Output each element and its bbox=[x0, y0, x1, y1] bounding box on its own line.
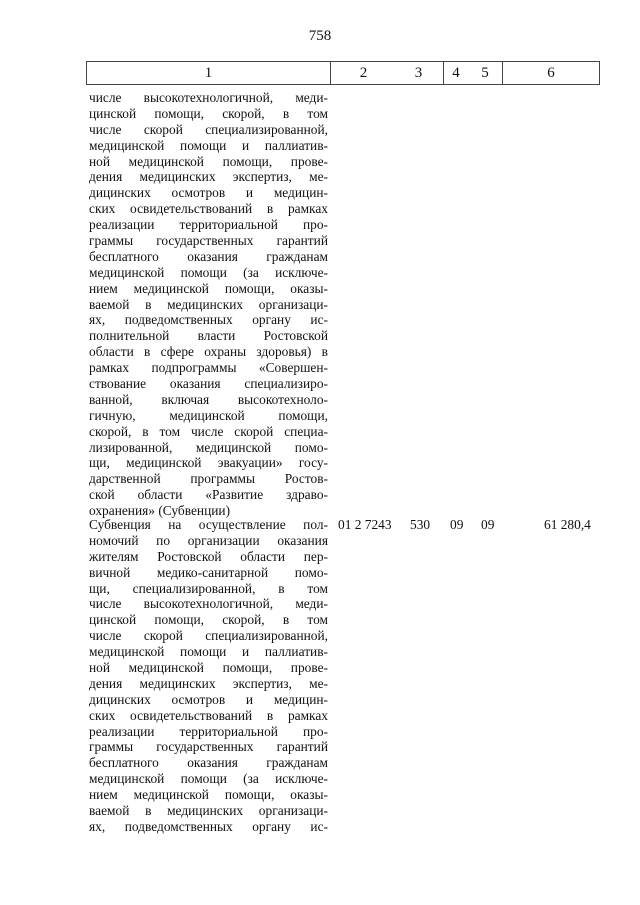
text-line: ваемой в медицинских организаци- bbox=[89, 296, 328, 312]
header-col-6: 6 bbox=[547, 65, 555, 81]
text-line: граммы государственных гарантий bbox=[89, 233, 328, 249]
text-line: номочий по организации оказания bbox=[89, 532, 328, 548]
text-line: ной медицинской помощи, прове- bbox=[89, 153, 328, 169]
text-line: ствование оказания специализиро- bbox=[89, 376, 328, 392]
text-line: ной медицинской помощи, прове- bbox=[89, 660, 328, 676]
text-line: цинской помощи, скорой, в том bbox=[89, 612, 328, 628]
text-line: полнительной власти Ростовской bbox=[89, 328, 328, 344]
page-number: 758 bbox=[308, 28, 332, 44]
text-line: нием медицинской помощи, оказы- bbox=[89, 787, 328, 803]
text-line: бесплатного оказания гражданам bbox=[89, 248, 328, 264]
text-line: области в сфере охраны здоровья) в bbox=[89, 344, 328, 360]
text-line: дицинских осмотров и медицин- bbox=[89, 691, 328, 707]
text-line: ях, подведомственных органу ис- bbox=[89, 312, 328, 328]
text-line: нием медицинской помощи, оказы- bbox=[89, 280, 328, 296]
header-col-3: 3 bbox=[414, 65, 423, 81]
text-line: граммы государственных гарантий bbox=[89, 739, 328, 755]
text-line: числе высокотехнологичной, меди- bbox=[89, 90, 328, 105]
row-code: 01 2 7243 bbox=[338, 517, 392, 532]
text-line: дицинских осмотров и медицин- bbox=[89, 185, 328, 201]
text-line: лизированной, медицинской помо- bbox=[89, 439, 328, 455]
text-line: жителям Ростовской области пер- bbox=[89, 548, 328, 564]
text-line: ваемой в медицинских организаци- bbox=[89, 803, 328, 819]
row-type: 530 bbox=[410, 517, 431, 532]
text-line: ских освидетельствований в рамках bbox=[89, 707, 328, 723]
text-line: ской области «Развитие здраво- bbox=[89, 487, 328, 503]
row-amount: 61 280,4 bbox=[544, 517, 591, 532]
text-line: скорой, в том числе скорой специа- bbox=[89, 423, 328, 439]
row-subsection: 09 bbox=[481, 517, 495, 532]
text-line: медицинской помощи и паллиатив- bbox=[89, 644, 328, 660]
text-line: ских освидетельствований в рамках bbox=[89, 201, 328, 217]
continuation-text bbox=[89, 90, 328, 519]
text-line: числе скорой специализированной, bbox=[89, 628, 328, 644]
text-line: щи, специализированной, в том bbox=[89, 580, 328, 596]
text-line: гичную, медицинской помощи, bbox=[89, 407, 328, 423]
text-line: охранения» (Субвенции) bbox=[89, 503, 231, 519]
text-line: медицинской помощи (за исключе- bbox=[89, 771, 328, 787]
header-col-2: 2 bbox=[359, 65, 368, 81]
text-line: числе скорой специализированной, bbox=[89, 121, 328, 137]
header-col-5: 5 bbox=[481, 65, 489, 81]
table-header-row bbox=[86, 61, 600, 85]
row-description bbox=[89, 517, 328, 835]
text-line: ванной, включая высокотехноло- bbox=[89, 391, 328, 407]
text-line: дарственной программы Ростов- bbox=[89, 471, 328, 487]
text-line: ях, подведомственных органу ис- bbox=[89, 818, 328, 834]
text-line: вичной медико-санитарной помо- bbox=[89, 564, 328, 580]
text-line: цинской помощи, скорой, в том bbox=[89, 105, 328, 121]
header-col-1: 1 bbox=[204, 65, 213, 81]
text-line: дения медицинских экспертиз, ме- bbox=[89, 675, 328, 691]
text-line: щи, медицинской эвакуации» госу- bbox=[89, 455, 328, 471]
text-line: медицинской помощи (за исключе- bbox=[89, 264, 328, 280]
text-line: реализации территориальной про- bbox=[89, 217, 328, 233]
text-line: бесплатного оказания гражданам bbox=[89, 755, 328, 771]
text-line: числе высокотехнологичной, меди- bbox=[89, 596, 328, 612]
row-section: 09 bbox=[450, 517, 464, 532]
text-line: реализации территориальной про- bbox=[89, 723, 328, 739]
text-line: Субвенция на осуществление пол- bbox=[89, 517, 328, 532]
text-line: рамках подпрограммы «Совершен- bbox=[89, 360, 328, 376]
text-line: медицинской помощи и паллиатив- bbox=[89, 137, 328, 153]
header-col-4: 4 bbox=[452, 65, 460, 81]
text-line: дения медицинских экспертиз, ме- bbox=[89, 169, 328, 185]
